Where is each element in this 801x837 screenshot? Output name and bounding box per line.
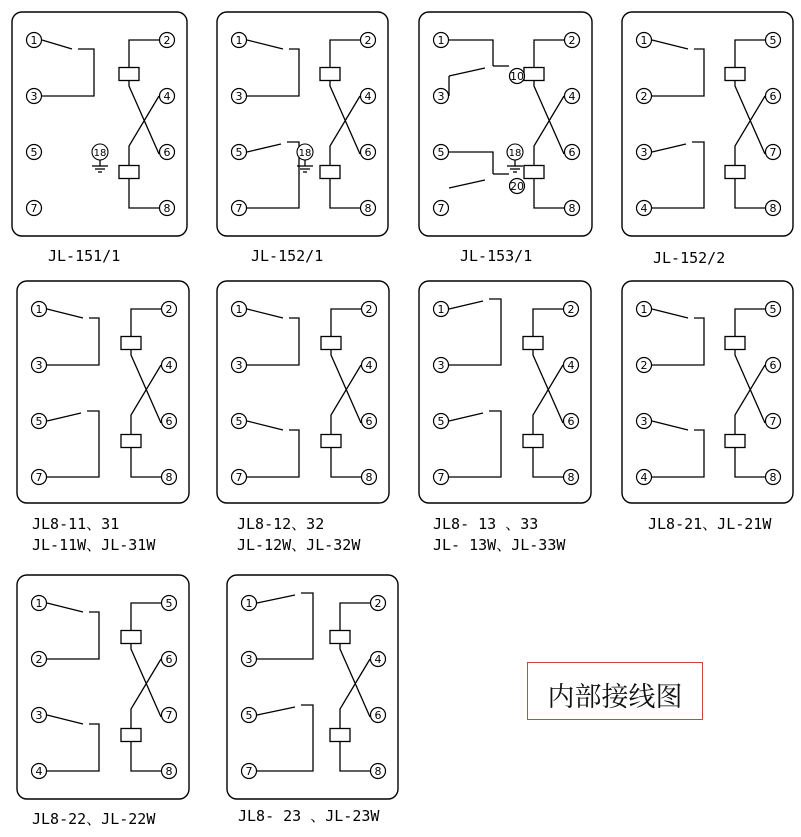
caption-line: JL8- 13 、33 [433, 515, 539, 533]
pin-right-8: 8 [165, 765, 173, 779]
pin-left-3: 3 [235, 359, 243, 373]
pin-right-4: 4 [364, 90, 372, 104]
wire-cross-b [340, 659, 370, 728]
wire-lower [257, 705, 313, 771]
pin-left-3: 3 [35, 709, 43, 723]
caption-jl152-1 [251, 246, 323, 267]
wire-right-bottom [330, 179, 360, 208]
contact-upper [652, 309, 688, 318]
wire-cross-b [533, 365, 563, 434]
wire-cross-a [340, 644, 370, 717]
pin-left-2: 2 [640, 90, 648, 104]
ground-terminal-label: 18 [298, 148, 312, 159]
wire-lower [652, 142, 704, 208]
pin-left-5: 5 [437, 146, 445, 160]
coil-lower [725, 435, 745, 448]
pin-right-4: 4 [165, 359, 173, 373]
pin-left-5: 5 [437, 415, 445, 429]
pin-left-3: 3 [640, 146, 648, 160]
coil-lower [330, 729, 350, 742]
wire-lower [247, 430, 299, 477]
wire-right-top [735, 40, 765, 67]
pin-left-2: 2 [640, 359, 648, 373]
pin-right-6: 6 [568, 146, 576, 160]
coil-lower [121, 729, 141, 742]
caption-jl8-12 [237, 514, 360, 556]
sheet-title: 内部接线图 [547, 682, 683, 713]
pin-left-1: 1 [437, 303, 445, 317]
wire-contact-1-3 [42, 49, 94, 96]
wire-cross-a [129, 81, 159, 154]
wire-upper [47, 612, 99, 659]
pin-right-2: 2 [165, 303, 173, 317]
pin-left-7: 7 [30, 202, 38, 216]
pin-left-1: 1 [437, 34, 445, 48]
wire-upper [47, 318, 99, 365]
coil-upper [121, 631, 141, 644]
pin-right-8: 8 [769, 471, 777, 485]
title-box [527, 662, 703, 720]
contact-upper [652, 40, 688, 49]
contact-upper [257, 595, 295, 603]
pin-left-7: 7 [437, 202, 445, 216]
pin-left-7: 7 [235, 471, 243, 485]
pin-left-1: 1 [30, 34, 38, 48]
contact-upper [47, 309, 83, 318]
diagram-jl8-22 [17, 575, 189, 799]
coil-lower [119, 166, 139, 179]
wire-lower [449, 411, 501, 477]
pin-right-2: 2 [364, 34, 372, 48]
pin-right-4: 4 [568, 90, 576, 104]
wire-right-top [340, 603, 370, 630]
wire-contact-1-3 [247, 49, 299, 96]
coil-upper [330, 631, 350, 644]
pin-left-7: 7 [235, 202, 243, 216]
wire-upper [652, 49, 704, 96]
wire-right-bottom [340, 742, 370, 771]
pin-left-1: 1 [235, 34, 243, 48]
contact-5 [247, 144, 281, 152]
contact-lower [247, 421, 283, 430]
coil-upper [121, 337, 141, 350]
coil-upper [725, 337, 745, 350]
pin-right-8: 8 [568, 202, 576, 216]
pin-left-3: 3 [437, 90, 445, 104]
caption-jl8-13 [433, 514, 565, 556]
pin-right-8: 8 [364, 202, 372, 216]
contact-lower [47, 413, 81, 421]
pin-right-5: 5 [165, 597, 173, 611]
caption-line: JL-152/2 [653, 249, 726, 267]
pin-right-8: 8 [567, 471, 575, 485]
diagram-jl8-13 [419, 281, 591, 503]
pin-right-6: 6 [769, 90, 777, 104]
wire-cross-a [131, 644, 161, 717]
pin-right-6: 6 [374, 709, 382, 723]
ground-terminal-label: 18 [93, 148, 107, 159]
caption-jl153-1 [460, 246, 532, 267]
pin-left-5: 5 [35, 415, 43, 429]
coil-lower [523, 435, 543, 448]
contact-label-20: 20 [510, 180, 524, 194]
wire-cross-a [533, 350, 563, 423]
pin-right-8: 8 [374, 765, 382, 779]
wire-right-top [129, 40, 159, 67]
pin-right-4: 4 [365, 359, 373, 373]
wire-right-top [131, 309, 161, 336]
wire-right-bottom [129, 179, 159, 208]
contact-lower [47, 715, 83, 724]
wire-cross-b [735, 96, 765, 165]
pin-right-6: 6 [364, 146, 372, 160]
caption-line: JL8-11、31 [32, 515, 120, 533]
wire-cross-a [331, 350, 361, 423]
coil-lower [321, 435, 341, 448]
pin-right-4: 4 [163, 90, 171, 104]
pin-left-3: 3 [437, 359, 445, 373]
wire-cross-a [330, 81, 360, 154]
pin-right-2: 2 [568, 34, 576, 48]
coil-upper [320, 68, 340, 81]
diagram-jl8-11 [17, 281, 189, 503]
contact-7 [449, 180, 485, 188]
pin-left-7: 7 [35, 471, 43, 485]
caption-line: JL- 13W、JL-33W [433, 536, 566, 554]
wire-cross-b [534, 96, 564, 165]
pin-right-8: 8 [165, 471, 173, 485]
caption-line: JL-153/1 [460, 247, 533, 265]
wire-upper [257, 593, 313, 659]
wire-cross-b [331, 365, 361, 434]
wire-right-bottom [331, 448, 361, 477]
coil-lower [524, 166, 544, 179]
wire-right-top [131, 603, 161, 630]
pin-right-7: 7 [769, 415, 777, 429]
pin-left-4: 4 [640, 471, 648, 485]
diagram-jl153-1 [419, 12, 592, 236]
pin-left-4: 4 [640, 202, 648, 216]
pin-right-7: 7 [165, 709, 173, 723]
pin-right-5: 5 [769, 34, 777, 48]
pin-right-6: 6 [165, 415, 173, 429]
coil-lower [320, 166, 340, 179]
pin-right-2: 2 [365, 303, 373, 317]
wire-cross-a [534, 81, 564, 154]
pin-right-4: 4 [374, 653, 382, 667]
contact-upper [47, 603, 83, 612]
pin-left-7: 7 [437, 471, 445, 485]
wire-cross-b [131, 659, 161, 728]
wire-right-top [331, 309, 361, 336]
wire-right-bottom [131, 448, 161, 477]
contact-lower [449, 413, 483, 421]
pin-left-1: 1 [35, 303, 43, 317]
wire-upper [652, 318, 704, 365]
pin-right-8: 8 [769, 202, 777, 216]
pin-right-8: 8 [365, 471, 373, 485]
wire-cross-a [735, 350, 765, 423]
coil-upper [321, 337, 341, 350]
coil-upper [119, 68, 139, 81]
wire-right-bottom [735, 179, 765, 208]
pin-right-6: 6 [567, 415, 575, 429]
wire-lower [652, 430, 704, 477]
pin-right-8: 8 [163, 202, 171, 216]
diagram-jl8-12 [217, 281, 389, 503]
pin-right-6: 6 [165, 653, 173, 667]
diagram-jl8-23 [227, 575, 398, 799]
contact-upper [449, 301, 483, 309]
pin-right-6: 6 [163, 146, 171, 160]
caption-line: JL8-21、JL-21W [648, 515, 772, 533]
caption-line: JL-152/1 [251, 247, 324, 265]
diagram-jl151-1 [12, 12, 187, 236]
coil-lower [121, 435, 141, 448]
wire-lower [47, 724, 99, 771]
diagram-jl152-2 [622, 12, 793, 236]
pin-left-1: 1 [640, 34, 648, 48]
pin-right-7: 7 [769, 146, 777, 160]
contact-upper [247, 309, 283, 318]
pin-left-3: 3 [235, 90, 243, 104]
wire-right-bottom [533, 448, 563, 477]
pin-left-1: 1 [640, 303, 648, 317]
coil-upper [725, 68, 745, 81]
wire-right-top [534, 40, 564, 67]
pin-left-2: 2 [35, 653, 43, 667]
caption-jl8-23 [238, 806, 379, 827]
pin-left-5: 5 [245, 709, 253, 723]
contact-3 [449, 68, 485, 76]
wire-cross-b [129, 96, 159, 165]
wire-cross-b [735, 365, 765, 434]
coil-lower [725, 166, 745, 179]
wire-1 [449, 40, 493, 66]
contact-lower [652, 421, 688, 430]
coil-upper [524, 68, 544, 81]
caption-line: JL-151/1 [48, 247, 121, 265]
wire-right-bottom [131, 742, 161, 771]
pin-left-4: 4 [35, 765, 43, 779]
contact-1 [247, 40, 283, 49]
caption-line: JL-11W、JL-31W [32, 536, 156, 554]
caption-line: JL8- 23 、JL-23W [238, 807, 380, 825]
caption-line: JL8-12、32 [237, 515, 325, 533]
caption-jl151-1 [48, 246, 120, 267]
wire-right-top [735, 309, 765, 336]
pin-left-1: 1 [235, 303, 243, 317]
pin-left-7: 7 [245, 765, 253, 779]
caption-jl8-21 [648, 514, 771, 535]
wire-cross-a [735, 81, 765, 154]
pin-right-6: 6 [769, 359, 777, 373]
pin-left-3: 3 [30, 90, 38, 104]
pin-left-3: 3 [245, 653, 253, 667]
wire-cross-b [330, 96, 360, 165]
wire-lower [47, 411, 99, 477]
pin-right-2: 2 [163, 34, 171, 48]
pin-left-1: 1 [35, 597, 43, 611]
caption-jl8-22 [32, 809, 155, 830]
caption-jl8-11 [32, 514, 155, 556]
caption-line: JL8-22、JL-22W [32, 810, 156, 828]
wire-right-bottom [534, 179, 564, 208]
wire-upper [449, 299, 501, 365]
pin-right-6: 6 [365, 415, 373, 429]
pin-left-3: 3 [640, 415, 648, 429]
pin-left-5: 5 [235, 415, 243, 429]
wire-upper [247, 318, 299, 365]
wire-right-top [330, 40, 360, 67]
wire-contact-5-7 [247, 142, 299, 208]
coil-upper [523, 337, 543, 350]
wire-cross-a [131, 350, 161, 423]
contact-lower [257, 707, 295, 715]
pin-left-5: 5 [235, 146, 243, 160]
wire-cross-b [131, 365, 161, 434]
wire-right-bottom [735, 448, 765, 477]
pin-right-4: 4 [567, 359, 575, 373]
wire-5 [449, 152, 493, 174]
pin-left-1: 1 [245, 597, 253, 611]
diagram-jl8-21 [622, 281, 793, 503]
pin-right-2: 2 [567, 303, 575, 317]
caption-line: JL-12W、JL-32W [237, 536, 361, 554]
wire-right-top [533, 309, 563, 336]
caption-jl152-2 [653, 248, 725, 269]
contact-1 [42, 40, 72, 49]
pin-left-5: 5 [30, 146, 38, 160]
contact-label-10: 10 [510, 70, 524, 84]
pin-right-5: 5 [769, 303, 777, 317]
pin-left-3: 3 [35, 359, 43, 373]
ground-terminal-label: 18 [508, 148, 522, 159]
diagram-jl152-1 [217, 12, 388, 236]
contact-lower [652, 144, 686, 152]
pin-right-2: 2 [374, 597, 382, 611]
